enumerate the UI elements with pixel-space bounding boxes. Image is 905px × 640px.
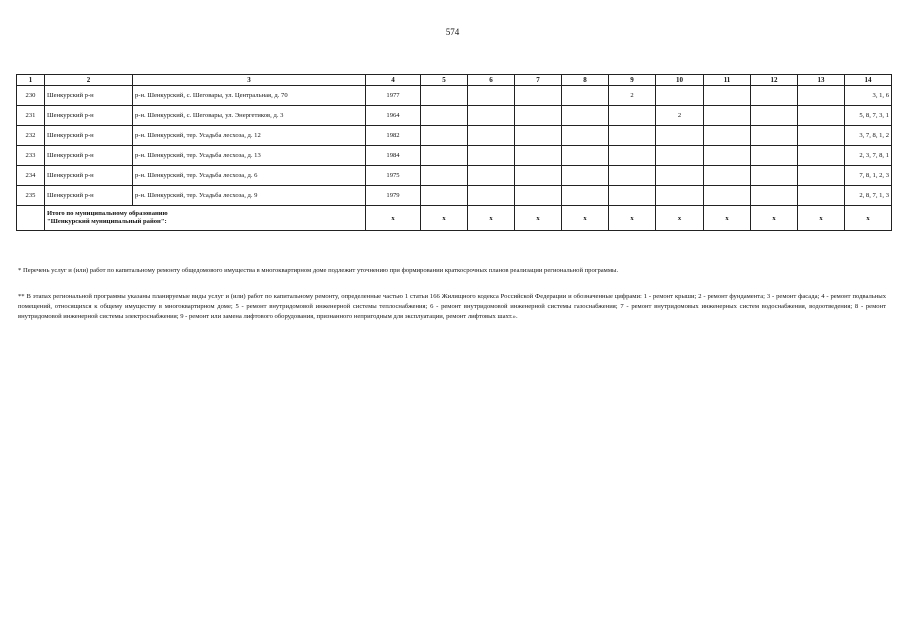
column-header: 10 — [656, 75, 704, 86]
stage-cell — [421, 86, 468, 106]
stage-cell — [704, 126, 751, 146]
table-row — [17, 186, 892, 206]
total-label-line2: "Шенкурский муниципальный район": — [47, 218, 167, 225]
total-x-cell: x — [609, 206, 656, 231]
district-cell: Шенкурский р-н — [45, 166, 133, 186]
stage-cell: 2 — [609, 86, 656, 106]
district-cell: Шенкурский р-н — [45, 86, 133, 106]
total-label — [45, 206, 366, 231]
total-x-cell: x — [562, 206, 609, 231]
stage-cell — [562, 86, 609, 106]
total-x-cell: x — [656, 206, 704, 231]
column-header: 5 — [421, 75, 468, 86]
address-cell: р-н. Шенкурский, тер. Усадьба лесхоза, д. 9 — [133, 186, 366, 206]
stage-cell — [704, 166, 751, 186]
row-number: 232 — [17, 126, 45, 146]
total-x-cell: x — [845, 206, 892, 231]
stage-cell — [562, 186, 609, 206]
stage-cell — [609, 186, 656, 206]
row-number: 235 — [17, 186, 45, 206]
total-label-line1: Итого по муниципальному образованию — [47, 209, 168, 217]
table-row — [17, 146, 892, 166]
year-cell: 1964 — [366, 106, 421, 126]
column-header: 14 — [845, 75, 892, 86]
column-header: 9 — [609, 75, 656, 86]
total-x-cell: x — [751, 206, 798, 231]
district-cell: Шенкурский р-н — [45, 186, 133, 206]
column-header: 4 — [366, 75, 421, 86]
stage-cell — [751, 166, 798, 186]
stage-cell — [421, 126, 468, 146]
total-x-cell: x — [515, 206, 562, 231]
stage-cell — [609, 166, 656, 186]
stage-cell — [515, 86, 562, 106]
total-x-cell: x — [798, 206, 845, 231]
stage-cell — [421, 166, 468, 186]
table-row — [17, 106, 892, 126]
stage-cell — [751, 106, 798, 126]
stage-cell — [656, 86, 704, 106]
total-empty-cell — [17, 206, 45, 231]
stage-cell — [704, 86, 751, 106]
column-header: 7 — [515, 75, 562, 86]
stage-cell — [798, 146, 845, 166]
row-number: 230 — [17, 86, 45, 106]
stage-cell — [468, 186, 515, 206]
stage-cell — [468, 146, 515, 166]
stage-cell — [704, 146, 751, 166]
stage-cell — [468, 106, 515, 126]
stage-cell — [515, 106, 562, 126]
district-cell: Шенкурский р-н — [45, 126, 133, 146]
stage-cell — [751, 86, 798, 106]
stage-cell — [421, 146, 468, 166]
stage-cell — [798, 106, 845, 126]
stage-cell — [609, 126, 656, 146]
address-cell: р-н. Шенкурский, тер. Усадьба лесхоза, д. 12 — [133, 126, 366, 146]
work-types-cell: 3, 1, 6 — [845, 86, 892, 106]
table-row — [17, 86, 892, 106]
year-cell: 1984 — [366, 146, 421, 166]
table-row — [17, 126, 892, 146]
stage-cell — [656, 126, 704, 146]
total-x-cell: x — [704, 206, 751, 231]
district-cell: Шенкурский р-н — [45, 146, 133, 166]
column-header: 11 — [704, 75, 751, 86]
stage-cell — [751, 186, 798, 206]
stage-cell — [515, 146, 562, 166]
stage-cell — [468, 166, 515, 186]
footnote-work-types: ** В этапах региональной программы указаны планируемые виды услуг и (или) работ по капитальному ремонту, определенные частью 1 статьи 166 Жилищного кодекса Российской Федерации и обозначенные цифрами: 1 - ремонт крыши; 2 - ремонт фундамента; 3 - ремонт фасада; 4 - ремонт подвальных помещений, относящихся к общему имуществу в многоквартирном доме; 5 - ремонт внутридомовой инженерной системы теплоснабжения; 6 - ремонт внутридомовой инженерной системы газоснабжения; 7 - ремонт внутридомовых инженерных систем водоснабжения, водоотведения; 8 - ремонт внутридомовой инженерной системы электроснабжения; 9 - ремонт или замена лифтового оборудования, признанного непригодным для эксплуатации, ремонт лифтовых шахт.». — [18, 293, 886, 321]
stage-cell — [468, 126, 515, 146]
page-number: 574 — [445, 27, 460, 37]
stage-cell — [656, 166, 704, 186]
work-types-cell: 7, 8, 1, 2, 3 — [845, 166, 892, 186]
work-types-cell: 2, 8, 7, 1, 3 — [845, 186, 892, 206]
stage-cell — [609, 146, 656, 166]
work-types-cell: 5, 8, 7, 3, 1 — [845, 106, 892, 126]
address-cell: р-н. Шенкурский, тер. Усадьба лесхоза, д. 6 — [133, 166, 366, 186]
capital-repair-table — [16, 74, 892, 231]
column-header: 6 — [468, 75, 515, 86]
total-row — [17, 206, 892, 231]
stage-cell — [515, 186, 562, 206]
column-header: 2 — [45, 75, 133, 86]
stage-cell — [515, 126, 562, 146]
year-cell: 1977 — [366, 86, 421, 106]
stage-cell — [798, 126, 845, 146]
stage-cell — [562, 146, 609, 166]
stage-cell: 2 — [656, 106, 704, 126]
header-row — [17, 75, 892, 86]
column-header: 1 — [17, 75, 45, 86]
column-header: 3 — [133, 75, 366, 86]
stage-cell — [515, 166, 562, 186]
address-cell: р-н. Шенкурский, с. Шеговары, ул. Энергетиков, д. 3 — [133, 106, 366, 126]
stage-cell — [562, 166, 609, 186]
stage-cell — [609, 106, 656, 126]
stage-cell — [656, 186, 704, 206]
stage-cell — [704, 106, 751, 126]
table-row — [17, 166, 892, 186]
footnote-services: * Перечень услуг и (или) работ по капитальному ремонту общедомового имущества в многоквартирном доме подлежит уточнению при формировании краткосрочных планов реализации региональной программы. — [18, 267, 619, 274]
address-cell: р-н. Шенкурский, тер. Усадьба лесхоза, д. 13 — [133, 146, 366, 166]
stage-cell — [562, 106, 609, 126]
year-cell: 1979 — [366, 186, 421, 206]
work-types-cell: 2, 3, 7, 8, 1 — [845, 146, 892, 166]
stage-cell — [562, 126, 609, 146]
table-body — [17, 75, 892, 231]
column-header: 12 — [751, 75, 798, 86]
column-header: 8 — [562, 75, 609, 86]
stage-cell — [751, 146, 798, 166]
stage-cell — [656, 146, 704, 166]
row-number: 234 — [17, 166, 45, 186]
stage-cell — [421, 106, 468, 126]
column-header: 13 — [798, 75, 845, 86]
year-cell: 1975 — [366, 166, 421, 186]
stage-cell — [798, 186, 845, 206]
stage-cell — [468, 86, 515, 106]
row-number: 231 — [17, 106, 45, 126]
year-cell: 1982 — [366, 126, 421, 146]
total-x-cell: x — [468, 206, 515, 231]
stage-cell — [798, 166, 845, 186]
total-x-cell: x — [421, 206, 468, 231]
district-cell: Шенкурский р-н — [45, 106, 133, 126]
stage-cell — [798, 86, 845, 106]
total-x-cell: x — [366, 206, 421, 231]
stage-cell — [751, 126, 798, 146]
stage-cell — [421, 186, 468, 206]
address-cell: р-н. Шенкурский, с. Шеговары, ул. Центральная, д. 70 — [133, 86, 366, 106]
row-number: 233 — [17, 146, 45, 166]
work-types-cell: 3, 7, 8, 1, 2 — [845, 126, 892, 146]
stage-cell — [704, 186, 751, 206]
